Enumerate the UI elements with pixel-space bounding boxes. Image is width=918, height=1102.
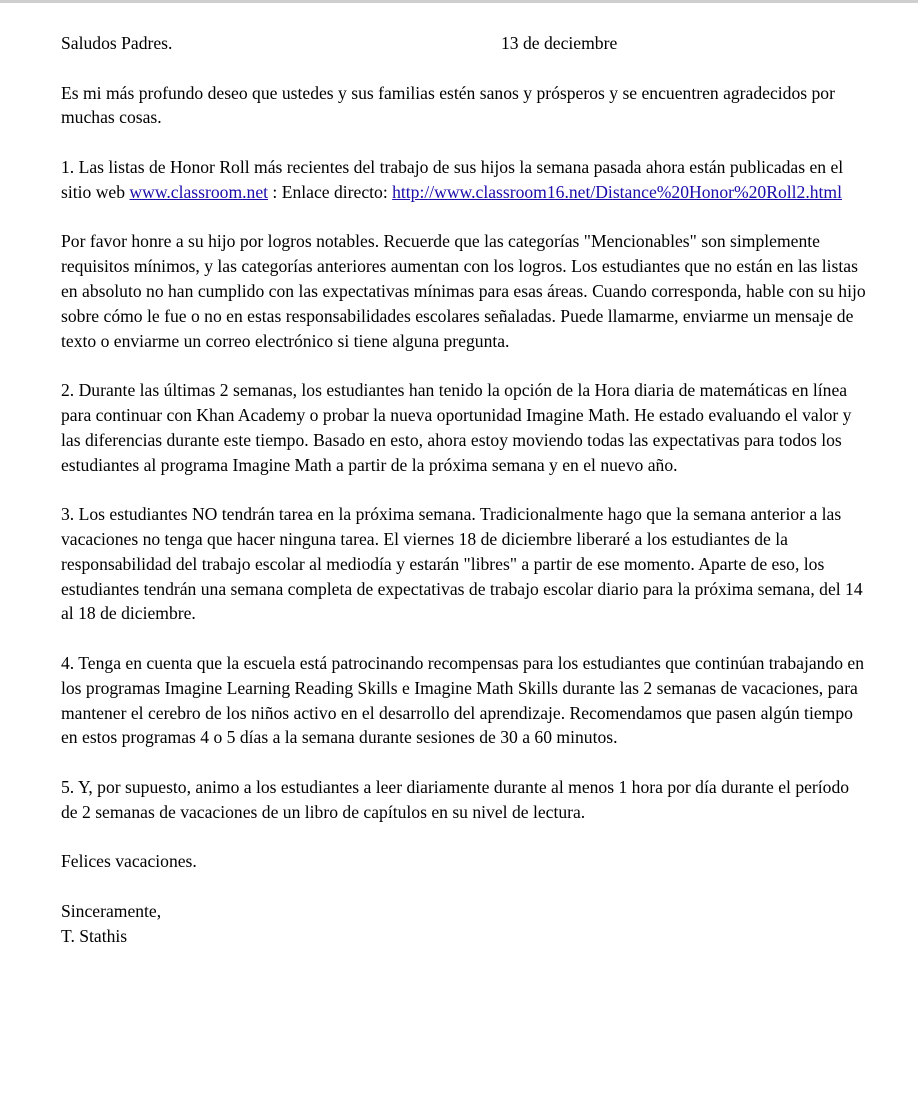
salutation: Saludos Padres. xyxy=(61,33,173,53)
item-5-paragraph: 5. Y, por supuesto, animo a los estudiantes a leer diariamente durante al menos 1 hora por día durante el período de 2 semanas de vacaciones de un libro de capítulos en su nivel de lectura. xyxy=(61,776,850,822)
item-1-text-before: 1. Las listas de Honor Roll más recientes del trabajo de sus hijos la semana pasada ahora están publicadas en el sitio web xyxy=(61,156,844,202)
closing-wish: Felices vacaciones. xyxy=(61,851,197,872)
item-3-paragraph: 3. Los estudiantes NO tendrán tarea en la próxima semana. Tradicionalmente hago que la semana anterior a las vacaciones no tenga que hacer ninguna tarea. El viernes 18 de diciembre liberaré a los estudiantes de la responsabilidad del trabajo escolar al mediodía y estarán "libres" a partir de ese momento. Aparte de eso, los estudiantes tendrán una semana completa de expectativas de trabajo escolar diario para la próxima semana, del 14 al 18 de diciembre. xyxy=(61,504,863,624)
letter-body xyxy=(61,31,866,948)
item-1-paragraph xyxy=(61,155,866,205)
signoff: Sinceramente, xyxy=(61,900,162,921)
intro-paragraph: Es mi más profundo deseo que ustedes y sus familias estén sanos y prósperos y se encuentren agradecidos por muchas cosas. xyxy=(61,82,835,128)
top-divider xyxy=(0,0,918,3)
letter-header xyxy=(61,31,866,56)
item-4-paragraph: 4. Tenga en cuenta que la escuela está patrocinando recompensas para los estudiantes que continúan trabajando en los programas Imagine Learning Reading Skills e Imagine Math Skills durante las 2 semanas de vacaciones, para mantener el cerebro de los niños activo en el desarrollo del aprendizaje. Recomendamos que pasen algún tiempo en estos programas 4 o 5 días a la semana durante sesiones de 30 a 60 minutos. xyxy=(61,652,865,748)
signature: T. Stathis xyxy=(61,925,128,946)
item-1-text-after: : Enlace directo: xyxy=(268,181,393,202)
item-2-paragraph: 2. Durante las últimas 2 semanas, los estudiantes han tenido la opción de la Hora diaria de matemáticas en línea para continuar con Khan Academy o probar la nueva oportunidad Imagine Math. He estado evaluando el valor y las diferencias durante este tiempo. Basado en esto, ahora estoy moviendo todas las expectativas para todos los estudiantes al programa Imagine Math a partir de la próxima semana y en el nuevo año. xyxy=(61,380,852,475)
letter-date: 13 de deciembre xyxy=(501,33,618,53)
classroom-site-link[interactable]: www.classroom.net xyxy=(129,181,269,202)
honor-roll-direct-link[interactable]: http://www.classroom16.net/Distance%20Honor%20Roll2.html xyxy=(392,181,842,202)
item-1-followup-paragraph: Por favor honre a su hijo por logros notables. Recuerde que las categorías "Mencionables" son simplemente requisitos mínimos, y las categorías anteriores aumentan con los logros. Los estudiantes que no están en las listas en absoluto no han cumplido con las expectativas mínimas para esas áreas. Cuando corresponda, hable con su hijo sobre cómo le fue o no en estas responsabilidades escolares señaladas. Puede llamarme, enviarme un mensaje de texto o enviarme un correo electrónico si tiene alguna pregunta. xyxy=(61,231,866,351)
